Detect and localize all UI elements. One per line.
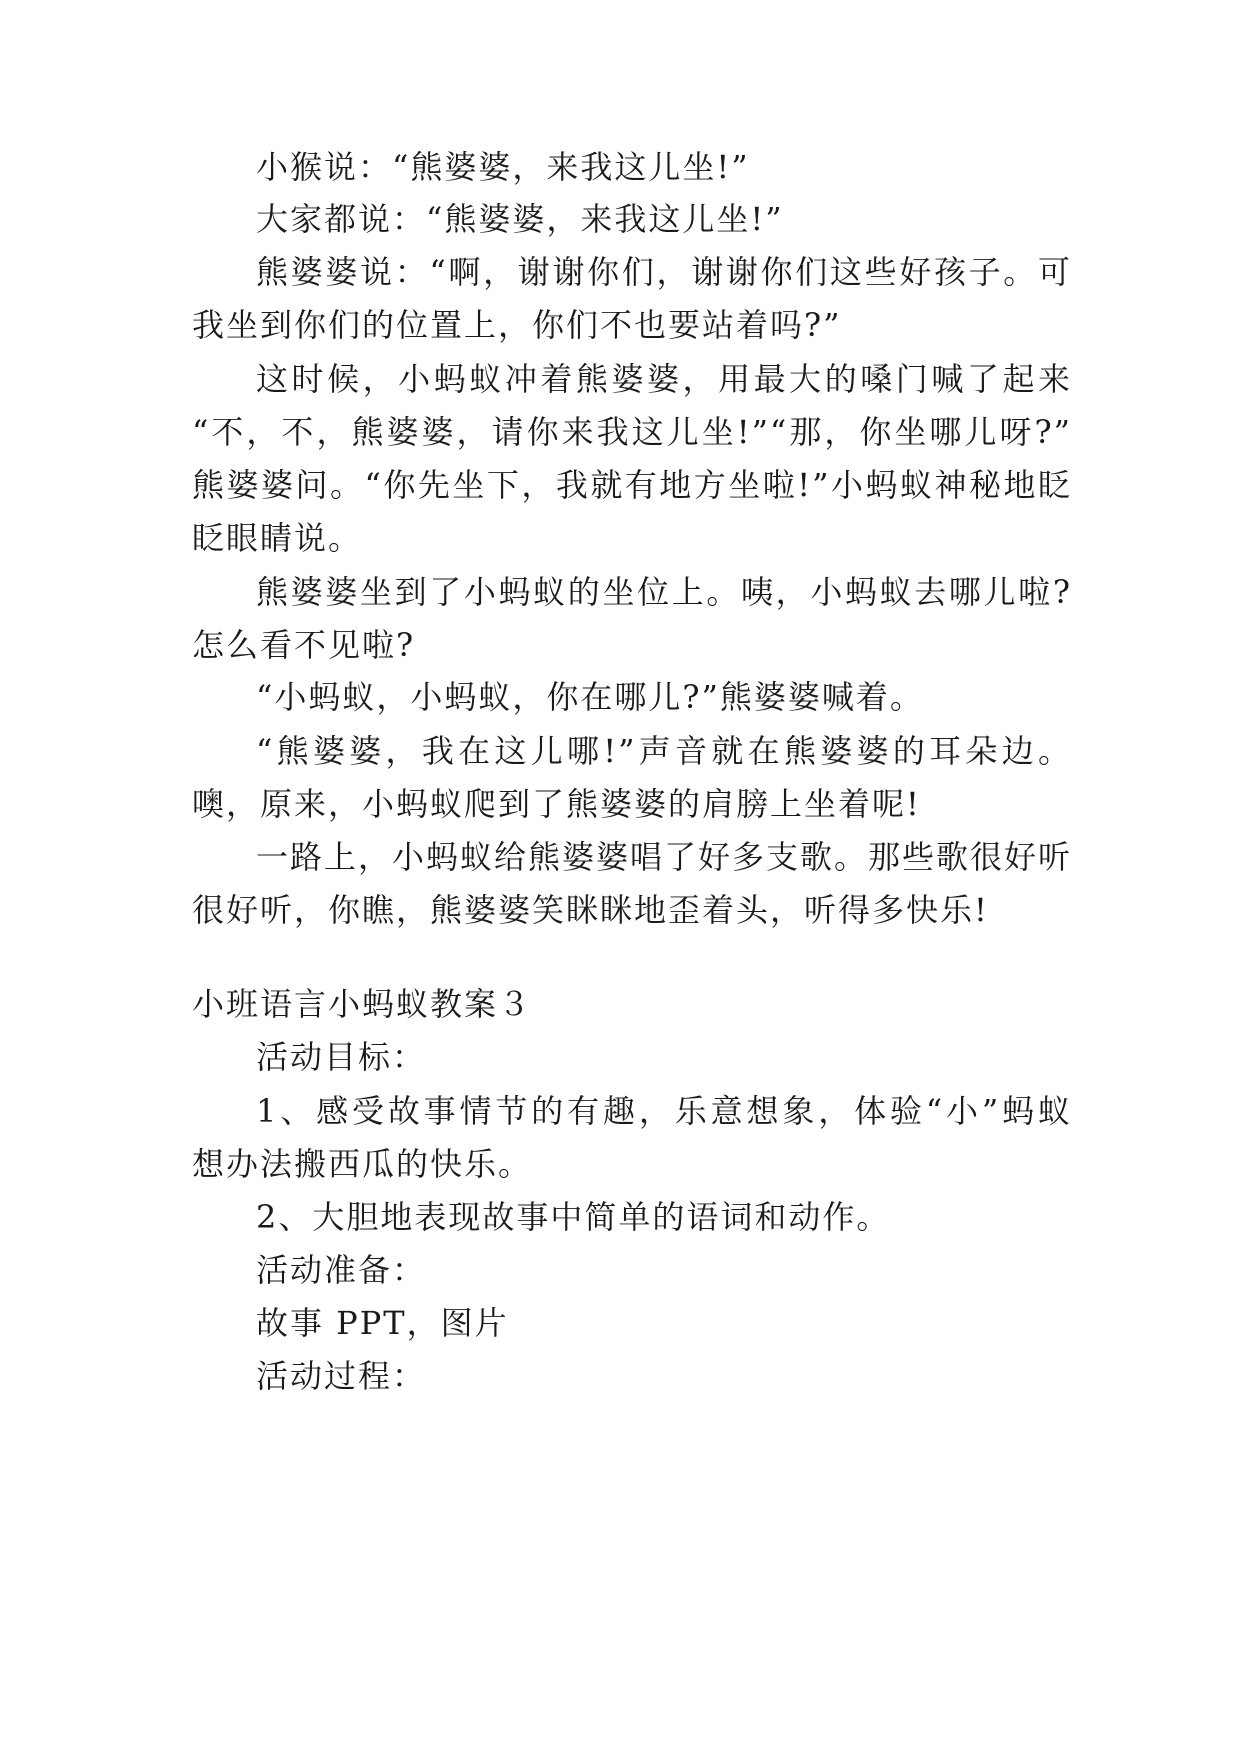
story-line: 噢，原来，小蚂蚁爬到了熊婆婆的肩膀上坐着呢! [192,785,921,823]
story-line: 很好听，你瞧，熊婆婆笑眯眯地歪着头，听得多快乐! [192,891,989,929]
plan-line: 2、大胆地表现故事中简单的语词和动作。 [256,1198,891,1236]
story-line: 小猴说：“熊婆婆，来我这儿坐!” [256,148,750,186]
story-line: 我坐到你们的位置上，你们不也要站着吗?” [192,306,842,344]
story-line: “熊婆婆，我在这儿哪!”声音就在熊婆婆的耳朵边。 [256,732,1072,770]
story-line: 熊婆婆坐到了小蚂蚁的坐位上。咦，小蚂蚁去哪儿啦? [256,573,1072,611]
story-line: “不，不，熊婆婆，请你来我这儿坐!”“那，你坐哪儿呀?” [192,413,1072,451]
plan-heading-process: 活动过程： [256,1357,427,1395]
story-line: 熊婆婆说：“啊，谢谢你们，谢谢你们这些好孩子。可 [256,253,1072,291]
story-line: 一路上，小蚂蚁给熊婆婆唱了好多支歌。那些歌很好听 [256,838,1073,876]
plan-line: 故事 PPT，图片 [256,1304,509,1342]
story-line: “小蚂蚁，小蚂蚁，你在哪儿?”熊婆婆喊着。 [256,678,924,716]
section-title: 小班语言小蚂蚁教案３ [192,985,533,1023]
plan-line: 想办法搬西瓜的快乐。 [192,1145,533,1183]
story-line: 这时候，小蚂蚁冲着熊婆婆，用最大的嗓门喊了起来 [256,360,1072,398]
story-line: 大家都说：“熊婆婆，来我这儿坐!” [256,200,784,238]
plan-heading-preparation: 活动准备： [256,1251,427,1289]
plan-line: 1、感受故事情节的有趣，乐意想象，体验“小”蚂蚁 [256,1092,1072,1130]
plan-heading-goals: 活动目标： [256,1038,427,1076]
story-line: 眨眼睛说。 [192,519,363,557]
story-line: 熊婆婆问。“你先坐下，我就有地方坐啦!”小蚂蚁神秘地眨 [192,466,1072,504]
story-line: 怎么看不见啦? [192,626,416,664]
